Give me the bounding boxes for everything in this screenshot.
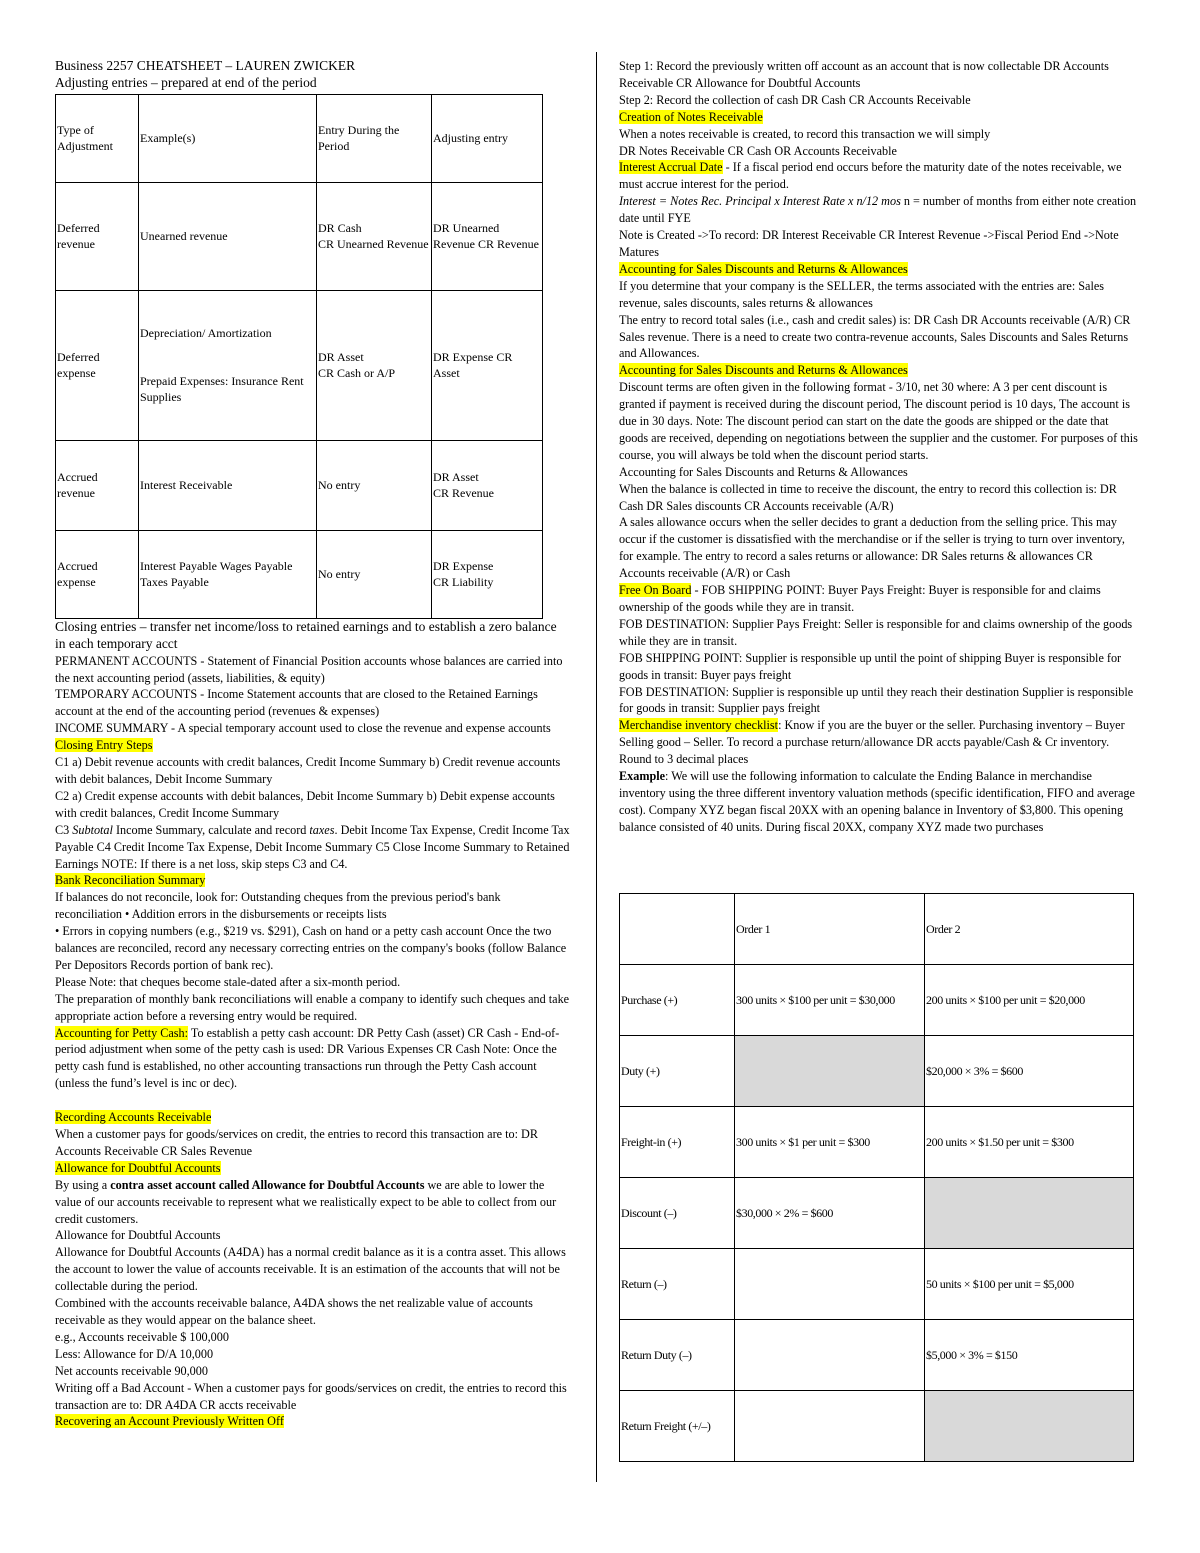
afda-example: e.g., Accounts receivable $ 100,000	[55, 1329, 229, 1344]
table-header-cell: Entry During the Period	[317, 94, 432, 182]
table-header-cell: Type of Adjustment	[56, 94, 139, 182]
interest-heading: Interest Accrual Date	[619, 160, 723, 175]
adjusting-subtitle: Adjusting entries – prepared at end of the period	[55, 74, 317, 90]
table-cell	[925, 1178, 1134, 1249]
table-cell: Discount (–)	[620, 1178, 735, 1249]
table-header-cell: Order 2	[925, 894, 1134, 965]
page-title: Business 2257 CHEATSHEET – LAUREN ZWICKER	[55, 58, 356, 73]
table-cell: DR Expense CR Liability	[432, 530, 543, 618]
afda-example: Net accounts receivable 90,000	[55, 1363, 208, 1378]
merch-paragraph: Merchandise inventory checklist: Know if you are the buyer or the seller. Purchasing inventory – Buyer Selling good – Seller. To record a purchase return/allowance DR accts payable/Cash & Cr inventory. Round to 3 decimal places	[619, 718, 1125, 767]
table-header-cell: Example(s)	[139, 94, 317, 182]
table-cell: Accrued revenue	[56, 440, 139, 530]
afda-heading: Allowance for Doubtful Accounts	[55, 1160, 221, 1175]
fob-text: FOB DESTINATION: Supplier Pays Freight: Seller is responsible for and claims ownership of the goods while they are in transit.	[619, 616, 1133, 648]
table-cell: 50 units × $100 per unit = $5,000	[925, 1249, 1134, 1320]
closing-intro: Closing entries – transfer net income/loss to retained earnings and to establish a zero balance in each temporary acct	[55, 618, 557, 651]
table-header-row	[56, 94, 543, 182]
table-cell: No entry	[317, 530, 432, 618]
table-cell	[735, 1249, 925, 1320]
table-cell	[925, 1391, 1134, 1462]
table-cell	[735, 1036, 925, 1107]
column-divider	[596, 52, 597, 1482]
sales-text: The entry to record total sales (i.e., cash and credit sales) is: DR Cash DR Accounts receivable (A/R) CR Sales revenue. There is a need to create two contra-revenue accounts, Sales Discounts and Sales Returns and Allowances.	[619, 312, 1131, 361]
table-cell: 300 units × $1 per unit = $300	[735, 1107, 925, 1178]
table-header-cell	[620, 894, 735, 965]
table-cell: DR Expense CR Asset	[432, 290, 543, 440]
table-cell: No entry	[317, 440, 432, 530]
closing-step-c3: C3 Subtotal Income Summary, calculate and record taxes. Debit Income Tax Expense, Credit Income Tax Payable C4 Credit Income Tax Expense, Debit Income Summary C5 Close Income Summary to Retained Earnings NOTE: If there is a net loss, skip steps C3 and C4.	[55, 822, 570, 871]
afda-text: Allowance for Doubtful Accounts	[55, 1228, 221, 1243]
table-row	[620, 965, 1134, 1036]
table-row	[620, 1036, 1134, 1107]
table-header-cell: Order 1	[735, 894, 925, 965]
notes-heading: Creation of Notes Receivable	[619, 109, 763, 124]
table-cell: Freight-in (+)	[620, 1107, 735, 1178]
table-header-row	[620, 894, 1134, 965]
table-cell: Return Duty (–)	[620, 1320, 735, 1391]
table-cell	[735, 1320, 925, 1391]
notes-text: DR Notes Receivable CR Cash OR Accounts Receivable	[619, 143, 897, 158]
table-row	[620, 1320, 1134, 1391]
table-row	[56, 440, 543, 530]
sales-text: If you determine that your company is the SELLER, the terms associated with the entries are: Sales revenue, sales discounts, sales returns & allowances	[619, 278, 1104, 310]
table-cell: $20,000 × 3% = $600	[925, 1036, 1134, 1107]
table-cell	[735, 1391, 925, 1462]
table-cell: Interest Payable Wages Payable Taxes Payable	[139, 530, 317, 618]
fob-paragraph: Free On Board - FOB SHIPPING POINT: Buyer Pays Freight: Buyer is responsible for and claims ownership of the goods while they are in transit.	[619, 583, 1101, 614]
interest-formula: Interest = Notes Rec. Principal x Interest Rate x n/12 mos n = number of months from either note creation date until FYE	[619, 194, 1137, 226]
example-label: Example	[619, 769, 666, 784]
table-cell: $30,000 × 2% = $600	[735, 1178, 925, 1249]
write-off-text: Writing off a Bad Account - When a customer pays for goods/services on credit, the entries to record this transaction are to: DR A4DA CR accts receivable	[55, 1380, 567, 1412]
table-cell: Return Freight (+/–)	[620, 1391, 735, 1462]
table-cell: Purchase (+)	[620, 965, 735, 1036]
fob-heading: Free On Board	[619, 583, 692, 598]
sales-heading: Accounting for Sales Discounts and Returns & Allowances	[619, 261, 908, 276]
sales-text: A sales allowance occurs when the seller decides to grant a deduction from the selling price. This may occur if the customer is dissatisfied with the merchandise or if the seller is trying to turn over inventory, for example. The entry to record a sales returns or allowance: DR Sales returns & allowances CR Accounts receivable (A/R) or Cash	[619, 515, 1125, 581]
sales-text: Discount terms are often given in the following format - 3/10, net 30 where: A 3 per cent discount is granted if payment is received during the discount period, The discount period is 10 days, The account is due in 30 days. Note: The discount period can start on the date the goods are shipped or the date that goods are received, depending on negotiations between the supplier and the customer. For purposes of this course, you will always be told when the discount period starts.	[619, 380, 1138, 462]
table-cell: Depreciation/ Amortization Prepaid Expenses: Insurance Rent Supplies	[139, 290, 317, 440]
table-cell: DR Unearned Revenue CR Revenue	[432, 182, 543, 290]
fob-text: FOB SHIPPING POINT: Supplier is responsible up until the point of shipping Buyer is responsible for goods in transit: Buyer pays freight	[619, 650, 1122, 682]
table-cell: Interest Receivable	[139, 440, 317, 530]
table-row	[56, 530, 543, 618]
afda-text: Allowance for Doubtful Accounts (A4DA) has a normal credit balance as it is a contra asset. This allows the account to lower the value of accounts receivable. It is an estimation of the accounts that will not be collectable during the period.	[55, 1245, 566, 1294]
fob-text: FOB DESTINATION: Supplier is responsible up until they reach their destination Supplier is responsible for goods in transit: Supplier pays freight	[619, 684, 1134, 716]
afda-example: Less: Allowance for D/A 10,000	[55, 1346, 214, 1361]
table-cell: DR Cash CR Unearned Revenue	[317, 182, 432, 290]
bank-rec-text: The preparation of monthly bank reconciliations will enable a company to identify such cheques and take appropriate action before a reversing entry would be required.	[55, 991, 570, 1023]
table-row	[620, 1249, 1134, 1320]
table-cell: Deferred expense	[56, 290, 139, 440]
temporary-accounts: TEMPORARY ACCOUNTS - Income Statement accounts that are closed to the Retained Earnings account at the end of the accounting period (revenues & expenses)	[55, 687, 538, 719]
left-column	[55, 58, 570, 1430]
sales-text: When the balance is collected in time to receive the discount, the entry to record this collection is: DR Cash DR Sales discounts CR Accounts receivable (A/R)	[619, 481, 1117, 513]
table-cell: $5,000 × 3% = $150	[925, 1320, 1134, 1391]
afda-intro: By using a contra asset account called Allowance for Doubtful Accounts we are able to lower the value of our accounts receivable to represent what we realistically expect to be able to collect from our credit customers.	[55, 1177, 557, 1226]
bank-rec-text: • Errors in copying numbers (e.g., $219 vs. $291), Cash on hand or a petty cash account Once the two balances are reconciled, record any necessary correcting entries on the company's books (follow Balance Per Depositors Records portion of bank rec).	[55, 924, 567, 972]
ar-text: When a customer pays for goods/services on credit, the entries to record this transaction are to: DR Accounts Receivable CR Sales Revenue	[55, 1127, 538, 1158]
table-header-cell: Adjusting entry	[432, 94, 543, 182]
table-cell: Unearned revenue	[139, 182, 317, 290]
table-cell: 200 units × $1.50 per unit = $300	[925, 1107, 1134, 1178]
table-row	[56, 290, 543, 440]
example-paragraph: Example: We will use the following information to calculate the Ending Balance in merchandise inventory using the three different inventory valuation methods (specific identification, FIFO and average cost). Company XYZ began fiscal 20XX with an opening balance in Inventory of $3,800. This opening balance consisted of 40 units. During fiscal 20XX, company XYZ made two purchases	[619, 769, 1135, 834]
table-row	[620, 1391, 1134, 1462]
sales-text: Accounting for Sales Discounts and Returns & Allowances	[619, 464, 908, 479]
petty-cash-heading: Accounting for Petty Cash:	[55, 1025, 189, 1040]
table-cell: Deferred revenue	[56, 182, 139, 290]
table-cell: DR Asset CR Cash or A/P	[317, 290, 432, 440]
table-row	[620, 1178, 1134, 1249]
interest-paragraph: Interest Accrual Date - If a fiscal period end occurs before the maturity date of the notes receivable, we must accrue interest for the period.	[619, 160, 1122, 192]
closing-step-c1: C1 a) Debit revenue accounts with credit balances, Credit Income Summary b) Credit revenue accounts with debit balances, Debit Income Summary	[55, 755, 561, 786]
income-summary: INCOME SUMMARY - A special temporary account used to close the revenue and expense accounts	[55, 721, 551, 736]
table-cell: Accrued expense	[56, 530, 139, 618]
petty-cash-paragraph: Accounting for Petty Cash: To establish a petty cash account: DR Petty Cash (asset) CR Cash - End-of-period adjustment when some of the petty cash is used: DR Various Expenses CR Cash Note: Once the petty cash fund is established, no other accounting transactions run through the Petty Cash account (unless the fund’s level is inc or dec).	[55, 1025, 560, 1091]
ar-heading: Recording Accounts Receivable	[55, 1110, 212, 1125]
recover-step-1: Step 1: Record the previously written off account as an account that is now collectable DR Accounts Receivable CR Allowance for Doubtful Accounts	[619, 59, 1109, 90]
bank-rec-heading: Bank Reconciliation Summary	[55, 873, 206, 888]
adjusting-entries-table	[55, 94, 543, 619]
permanent-accounts: PERMANENT ACCOUNTS - Statement of Financial Position accounts whose balances are carried into the next accounting period (assets, liabilities, & equity)	[55, 653, 563, 685]
table-cell: Return (–)	[620, 1249, 735, 1320]
afda-text: Combined with the accounts receivable balance, A4DA shows the net realizable value of accounts receivable as they would appear on the balance sheet.	[55, 1296, 533, 1327]
note-created-text: Note is Created ->To record: DR Interest Receivable CR Interest Revenue ->Fiscal Period End ->Note Matures	[619, 228, 1119, 259]
table-cell: Duty (+)	[620, 1036, 735, 1107]
sales-heading: Accounting for Sales Discounts and Returns & Allowances	[619, 363, 908, 378]
table-row	[620, 1107, 1134, 1178]
closing-step-c2: C2 a) Credit expense accounts with debit balances, Debit Income Summary b) Debit expense accounts with credit balances, Credit Income Summary	[55, 788, 555, 820]
inventory-table	[619, 893, 1134, 1462]
bank-rec-text: If balances do not reconcile, look for: Outstanding cheques from the previous period's bank reconciliation • Addition errors in the disbursements or receipts lists	[55, 890, 501, 922]
recover-step-2: Step 2: Record the collection of cash DR Cash CR Accounts Receivable	[619, 92, 971, 107]
table-cell: DR Asset CR Revenue	[432, 440, 543, 530]
table-row	[56, 182, 543, 290]
table-cell: 200 units × $100 per unit = $20,000	[925, 965, 1134, 1036]
closing-steps-heading: Closing Entry Steps	[55, 738, 153, 753]
right-column	[619, 58, 1139, 836]
bank-rec-text: Please Note: that cheques become stale-dated after a six-month period.	[55, 974, 401, 989]
recover-heading: Recovering an Account Previously Written Off	[55, 1414, 284, 1429]
merch-heading: Merchandise inventory checklist	[619, 718, 779, 733]
table-cell: 300 units × $100 per unit = $30,000	[735, 965, 925, 1036]
notes-text: When a notes receivable is created, to record this transaction we will simply	[619, 126, 991, 141]
